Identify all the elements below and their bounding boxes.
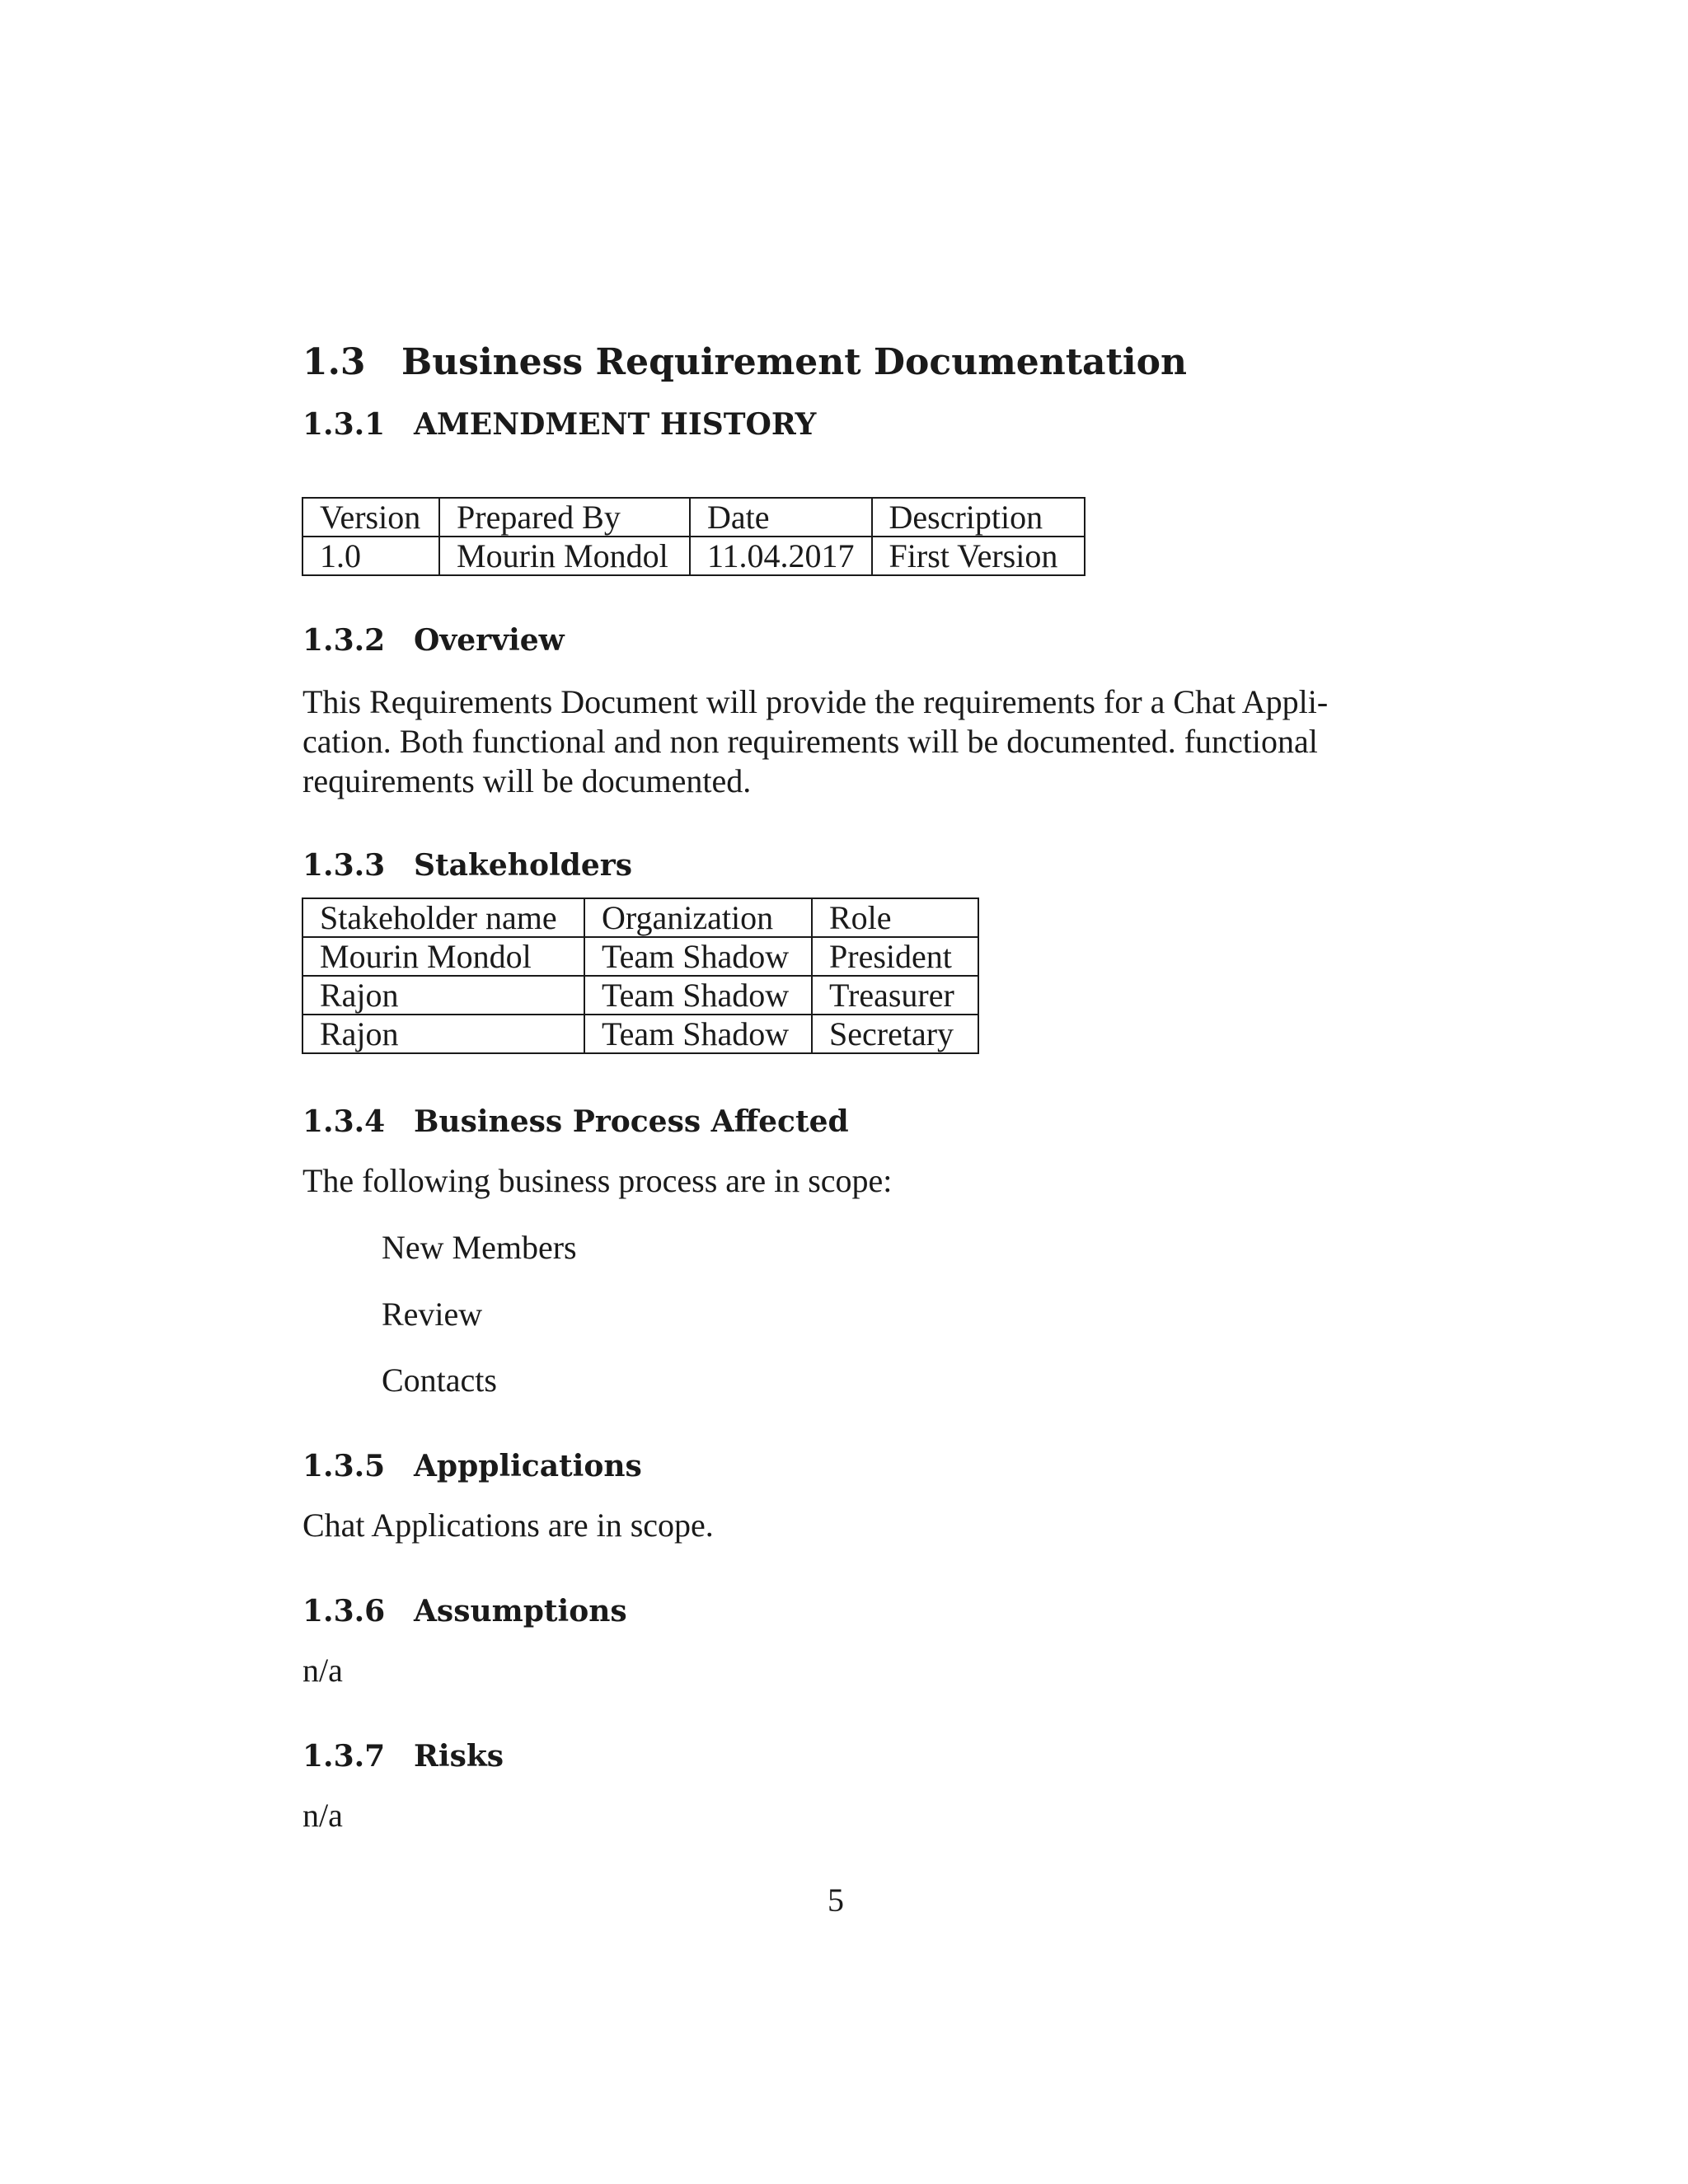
stakeholders-title: Stakeholders bbox=[414, 848, 632, 883]
table-header-cell: Date bbox=[690, 498, 872, 537]
table-header-cell: Version bbox=[302, 498, 439, 537]
table-header-cell: Prepared By bbox=[439, 498, 690, 537]
amendment-title: AMENDMENT HISTORY bbox=[414, 407, 817, 442]
table-header-row bbox=[302, 898, 978, 937]
overview-title: Overview bbox=[414, 623, 565, 658]
section-number: 1.3 bbox=[302, 341, 366, 383]
table-cell: Mourin Mondol bbox=[439, 537, 690, 575]
table-cell: Secretary bbox=[812, 1015, 978, 1053]
list-item: Review bbox=[382, 1296, 483, 1333]
list-item: Contacts bbox=[382, 1361, 497, 1399]
risks-text: n/a bbox=[302, 1797, 343, 1834]
assumptions-title: Assumptions bbox=[414, 1594, 627, 1629]
table-cell: Rajon bbox=[302, 976, 584, 1015]
overview-line: requirements will be documented. bbox=[302, 762, 752, 799]
overview-paragraph bbox=[302, 682, 1374, 801]
business-process-intro: The following business process are in scope: bbox=[302, 1162, 893, 1199]
table-row bbox=[302, 937, 978, 976]
table-cell: President bbox=[812, 937, 978, 976]
business-process-title: Business Process Affected bbox=[414, 1104, 849, 1139]
section-title: Business Requirement Documentation bbox=[401, 341, 1187, 383]
applications-title: Appplications bbox=[414, 1449, 642, 1483]
table-cell: Team Shadow bbox=[584, 937, 812, 976]
table-header-row bbox=[302, 498, 1085, 537]
table-cell: Rajon bbox=[302, 1015, 584, 1053]
risks-number: 1.3.7 bbox=[302, 1739, 386, 1774]
table-header-cell: Description bbox=[872, 498, 1085, 537]
table-cell: First Version bbox=[872, 537, 1085, 575]
overview-line: This Requirements Document will provide the requirements for a Chat Appli- bbox=[302, 683, 1329, 720]
table-cell: Mourin Mondol bbox=[302, 937, 584, 976]
assumptions-text: n/a bbox=[302, 1652, 343, 1689]
applications-number: 1.3.5 bbox=[302, 1449, 386, 1483]
table-header-cell: Organization bbox=[584, 898, 812, 937]
applications-text: Chat Applications are in scope. bbox=[302, 1507, 714, 1544]
amendment-number: 1.3.1 bbox=[302, 407, 386, 442]
business-process-number: 1.3.4 bbox=[302, 1104, 386, 1139]
risks-title: Risks bbox=[414, 1739, 504, 1774]
table-cell: Team Shadow bbox=[584, 976, 812, 1015]
table-cell: 11.04.2017 bbox=[690, 537, 872, 575]
list-item: New Members bbox=[382, 1229, 577, 1266]
stakeholders-table bbox=[302, 898, 979, 1054]
table-cell: Team Shadow bbox=[584, 1015, 812, 1053]
table-header-cell: Stakeholder name bbox=[302, 898, 584, 937]
table-row bbox=[302, 1015, 978, 1053]
stakeholders-number: 1.3.3 bbox=[302, 848, 386, 883]
amendment-table bbox=[302, 497, 1085, 576]
page-number: 5 bbox=[828, 1882, 844, 1919]
table-header-cell: Role bbox=[812, 898, 978, 937]
table-row bbox=[302, 537, 1085, 575]
overview-line: cation. Both functional and non requirements will be documented. functional bbox=[302, 723, 1318, 760]
assumptions-number: 1.3.6 bbox=[302, 1594, 386, 1629]
table-cell: 1.0 bbox=[302, 537, 439, 575]
table-cell: Treasurer bbox=[812, 976, 978, 1015]
table-row bbox=[302, 976, 978, 1015]
overview-number: 1.3.2 bbox=[302, 623, 386, 658]
